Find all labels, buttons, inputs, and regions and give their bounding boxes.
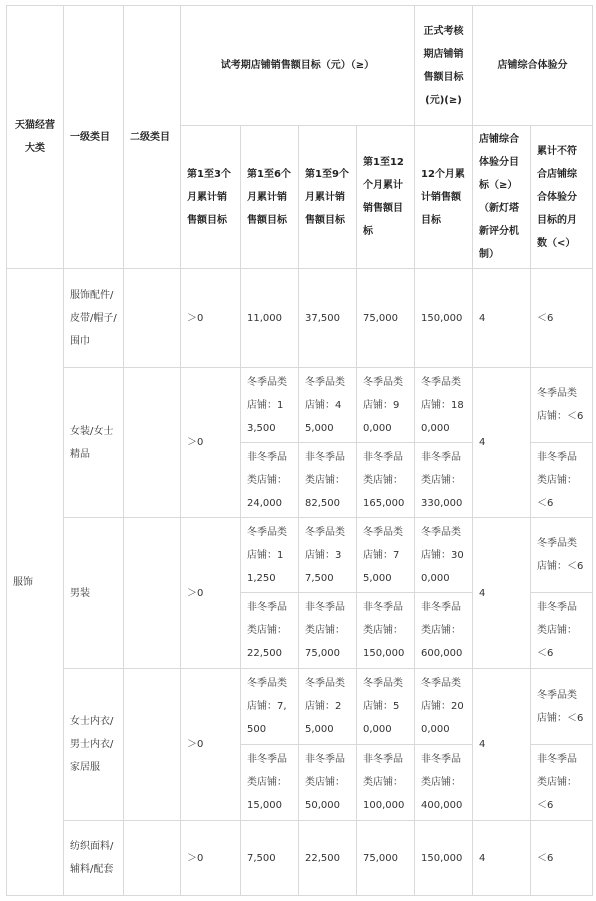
header-y12: 12个月累计销售额目标: [415, 126, 473, 269]
m9-cell: 37,500: [299, 269, 357, 368]
m12-cell: 冬季品类店铺：50,000: [357, 669, 415, 745]
m3-cell: ＞0: [181, 821, 241, 896]
m9-cell: 非冬季品类店铺：82,500: [299, 443, 357, 518]
y12-cell: 150,000: [415, 269, 473, 368]
table-row: [7, 518, 593, 593]
m12-cell: 非冬季品类店铺：100,000: [357, 745, 415, 821]
y12-cell: 冬季品类店铺：180,000: [415, 368, 473, 443]
level2-cell: [124, 368, 181, 518]
fail-cell: 非冬季品类店铺：＜6: [531, 443, 593, 518]
main-category-cell: 服饰: [7, 269, 64, 896]
fail-cell: 非冬季品类店铺：＜6: [531, 745, 593, 821]
m6-cell: 7,500: [241, 821, 299, 896]
table-row: [7, 368, 593, 443]
score-cell: 4: [473, 518, 531, 669]
table-row: [7, 821, 593, 896]
m3-cell: ＞0: [181, 368, 241, 518]
m3-cell: ＞0: [181, 669, 241, 821]
m6-cell: 非冬季品类店铺：22,500: [241, 593, 299, 669]
y12-cell: 冬季品类店铺：300,000: [415, 518, 473, 593]
header-m3: 第1至3个月累计销售额目标: [181, 126, 241, 269]
m9-cell: 非冬季品类店铺：75,000: [299, 593, 357, 669]
header-score-group: 店铺综合体验分: [473, 6, 593, 126]
m9-cell: 冬季品类店铺：25,000: [299, 669, 357, 745]
m9-cell: 22,500: [299, 821, 357, 896]
level2-cell: [124, 269, 181, 368]
header-formal-group: 正式考核期店铺销售额目标(元)(≥): [415, 6, 473, 126]
m12-cell: 非冬季品类店铺：150,000: [357, 593, 415, 669]
m9-cell: 冬季品类店铺：37,500: [299, 518, 357, 593]
m12-cell: 冬季品类店铺：75,000: [357, 518, 415, 593]
header-main-category: 天猫经营大类: [7, 6, 64, 269]
score-cell: 4: [473, 368, 531, 518]
m6-cell: 11,000: [241, 269, 299, 368]
level1-cell: 纺织面料/辅料/配套: [64, 821, 124, 896]
y12-cell: 冬季品类店铺：200,000: [415, 669, 473, 745]
m9-cell: 冬季品类店铺：45,000: [299, 368, 357, 443]
level1-cell: 服饰配件/皮带/帽子/围巾: [64, 269, 124, 368]
header-score-target: 店铺综合体验分目标（≥）（新灯塔新评分机制）: [473, 126, 531, 269]
fail-cell: 冬季品类店铺：＜6: [531, 669, 593, 745]
score-cell: 4: [473, 669, 531, 821]
header-m9: 第1至9个月累计销售额目标: [299, 126, 357, 269]
y12-cell: 非冬季品类店铺：400,000: [415, 745, 473, 821]
m6-cell: 冬季品类店铺：13,500: [241, 368, 299, 443]
fail-cell: ＜6: [531, 269, 593, 368]
m6-cell: 非冬季品类店铺：15,000: [241, 745, 299, 821]
m12-cell: 75,000: [357, 269, 415, 368]
sales-target-table: [6, 5, 593, 896]
level2-cell: [124, 821, 181, 896]
header-months-fail: 累计不符合店铺综合体验分目标的月数（<）: [531, 126, 593, 269]
y12-cell: 非冬季品类店铺：330,000: [415, 443, 473, 518]
table-row: [7, 269, 593, 368]
level2-cell: [124, 518, 181, 669]
fail-cell: ＜6: [531, 821, 593, 896]
m6-cell: 非冬季品类店铺：24,000: [241, 443, 299, 518]
header-row-1: [7, 6, 593, 126]
header-trial-group: 试考期店铺销售额目标（元）（≥）: [181, 6, 415, 126]
table-row: [7, 669, 593, 745]
m6-cell: 冬季品类店铺：7,500: [241, 669, 299, 745]
header-level1: 一级类目: [64, 6, 124, 269]
score-cell: 4: [473, 269, 531, 368]
fail-cell: 冬季品类店铺：＜6: [531, 368, 593, 443]
header-level2: 二级类目: [124, 6, 181, 269]
fail-cell: 冬季品类店铺：＜6: [531, 518, 593, 593]
level2-cell: [124, 669, 181, 821]
y12-cell: 非冬季品类店铺：600,000: [415, 593, 473, 669]
m3-cell: ＞0: [181, 269, 241, 368]
level1-cell: 女装/女士精品: [64, 368, 124, 518]
fail-cell: 非冬季品类店铺：＜6: [531, 593, 593, 669]
m9-cell: 非冬季品类店铺：50,000: [299, 745, 357, 821]
m12-cell: 冬季品类店铺：90,000: [357, 368, 415, 443]
level1-cell: 女士内衣/男士内衣/家居服: [64, 669, 124, 821]
header-m6: 第1至6个月累计销售额目标: [241, 126, 299, 269]
level1-cell: 男装: [64, 518, 124, 669]
m12-cell: 75,000: [357, 821, 415, 896]
header-m12: 第1至12个月累计销售额目标: [357, 126, 415, 269]
m6-cell: 冬季品类店铺：11,250: [241, 518, 299, 593]
y12-cell: 150,000: [415, 821, 473, 896]
m12-cell: 非冬季品类店铺：165,000: [357, 443, 415, 518]
m3-cell: ＞0: [181, 518, 241, 669]
score-cell: 4: [473, 821, 531, 896]
